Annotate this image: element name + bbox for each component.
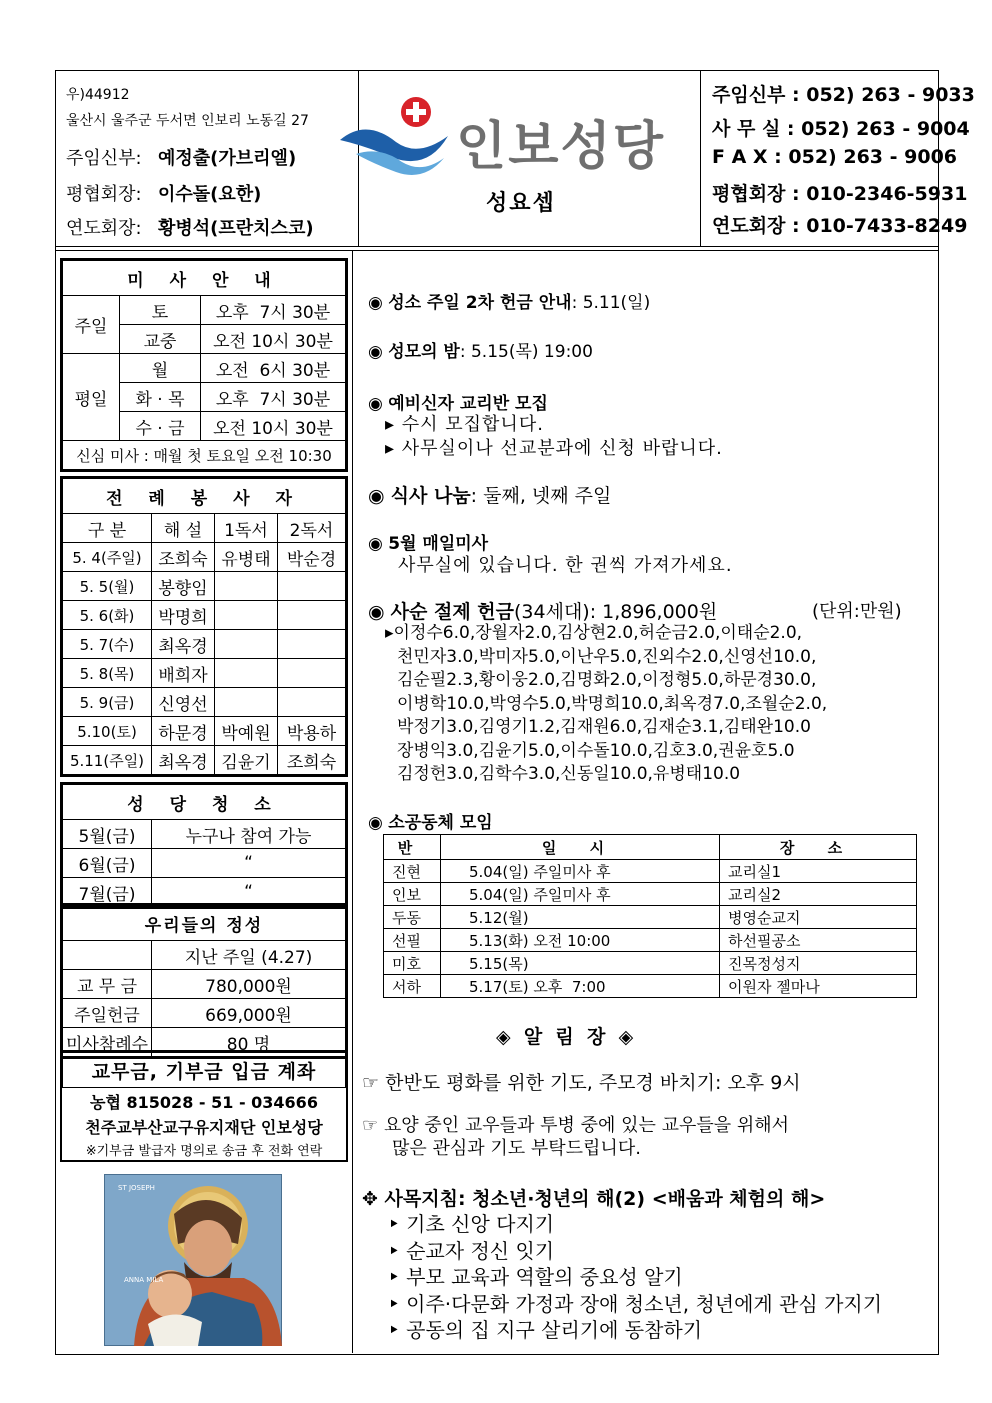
col-header: 1독서 xyxy=(215,514,278,543)
list-item: ‣ 공동의 집 지구 살리기에 동참하기 xyxy=(388,1318,703,1342)
notice-value: : 둘째, 넷째 주일 xyxy=(470,485,612,507)
liturgy-cell: 최옥경 xyxy=(152,630,215,659)
liturgy-servers xyxy=(60,476,348,777)
dove-icon: ✥ xyxy=(362,1188,378,1210)
church-name: 인보성당 xyxy=(456,117,665,177)
bank-account xyxy=(60,1050,348,1162)
catechumen-text: 사무실이나 선교분과에 신청 바랍니다. xyxy=(401,438,723,459)
announce-time: 오후 9시 xyxy=(727,1072,801,1094)
liturgy-cell xyxy=(215,659,278,688)
liturgy-date: 5. 8(목) xyxy=(63,659,152,688)
liturgy-cell: 박순경 xyxy=(278,543,346,572)
notice-small-community xyxy=(368,808,493,833)
sunday-label: 주일 xyxy=(63,296,120,354)
pastor-label: 주임신부: xyxy=(66,148,142,169)
column-divider xyxy=(352,250,353,1353)
group-col-header: 일 시 xyxy=(441,835,720,860)
contact-council: 평협회장 : 010-2346-5931 xyxy=(712,183,968,205)
liturgy-cell: 배희자 xyxy=(152,659,215,688)
mass-day: 교중 xyxy=(120,325,201,354)
group-place: 진목정성지 xyxy=(720,952,917,975)
mass-day: 수 · 금 xyxy=(120,412,201,441)
donor-line: 이병학10.0,박영수5.0,박명희10.0,최옥경7.0,조월순2.0, xyxy=(397,693,828,714)
cleaning-month: 5월(금) xyxy=(63,820,152,849)
cleaning-title: 성 당 청 소 xyxy=(63,785,346,820)
header-divider-2 xyxy=(55,250,938,251)
notice-title: 예비신자 교리반 모집 xyxy=(388,394,548,414)
liturgy-cell: 박예원 xyxy=(215,717,278,746)
list-item: ‣ 이주·다문화 가정과 장애 청소년, 청년에게 관심 가지기 xyxy=(388,1291,883,1316)
col-header: 2독서 xyxy=(278,514,346,543)
table-row xyxy=(384,860,917,883)
bullet-icon: ◉ xyxy=(368,534,383,554)
notice-marian-night xyxy=(368,337,593,362)
liturgy-cell xyxy=(278,572,346,601)
church-cleaning xyxy=(60,782,348,909)
pastoral-list xyxy=(388,1211,882,1344)
col-header: 구 분 xyxy=(63,514,152,543)
liturgy-date: 5. 9(금) xyxy=(63,688,152,717)
group-time: 5.13(화) 오전 10:00 xyxy=(441,929,720,952)
liturgy-date: 5. 6(화) xyxy=(63,601,152,630)
pastoral-item: 순교자 정신 잇기 xyxy=(406,1238,555,1263)
header-divider xyxy=(55,246,938,247)
liturgy-cell xyxy=(215,630,278,659)
group-time: 5.17(토) 오후 7:00 xyxy=(441,975,720,998)
community-meeting-table xyxy=(383,834,917,998)
header-vline-right xyxy=(700,70,701,247)
announce-text: 한반도 평화를 위한 기도, 주모경 바치기: xyxy=(385,1072,722,1094)
group-name: 서하 xyxy=(384,975,441,998)
bullet-icon: ◉ xyxy=(368,342,383,362)
notice-title: 사순 절제 헌금 xyxy=(390,601,514,623)
mass-time: 오전 10시 30분 xyxy=(201,325,346,354)
liturgy-date: 5.11(주일) xyxy=(63,746,152,775)
account-note: ※기부금 발급자 명의로 송금 후 전화 연락 xyxy=(85,1143,323,1159)
list-item: ‣ 부모 교육과 역할의 중요성 알기 xyxy=(388,1265,683,1289)
contact-pastor: 주임신부 : 052) 263 - 9033 xyxy=(712,84,975,106)
notice-title: 5월 매일미사 xyxy=(388,534,489,554)
group-name: 미호 xyxy=(384,952,441,975)
list-item: ‣ 순교자 정신 잇기 xyxy=(388,1238,555,1263)
icon-label-side: ANNA MILA xyxy=(124,1276,164,1284)
pastor-name: 예정출(가브리엘) xyxy=(158,148,297,169)
liturgy-cell: 유병태 xyxy=(215,543,278,572)
group-place: 하선필공소 xyxy=(720,929,917,952)
notice-lent-offering xyxy=(368,597,717,624)
col-header: 해 설 xyxy=(152,514,215,543)
mass-schedule xyxy=(60,258,348,472)
cleaning-note: 누구나 참여 가능 xyxy=(152,820,346,849)
cleaning-note: “ xyxy=(152,878,346,907)
group-time: 5.15(목) xyxy=(441,952,720,975)
donor-line: 김정헌3.0,김학수3.0,신동일10.0,유병태10.0 xyxy=(397,764,741,784)
group-name: 선필 xyxy=(384,929,441,952)
offering-label: 교 무 금 xyxy=(63,970,152,999)
donor-line: 천민자3.0,박미자5.0,이난우5.0,진외수2.0,신영선10.0, xyxy=(397,646,817,667)
liturgy-date: 5.10(토) xyxy=(63,717,152,746)
bullet-icon: ◉ xyxy=(368,485,385,507)
liturgy-cell: 하문경 xyxy=(152,717,215,746)
pointing-hand-icon: ☞ xyxy=(362,1115,379,1136)
announce-sick-prayer xyxy=(362,1114,789,1160)
table-row xyxy=(384,975,917,998)
mass-time: 오후 7시 30분 xyxy=(201,383,346,412)
council-name: 이수돌(요한) xyxy=(158,184,262,205)
mass-time: 오전 6시 30분 xyxy=(201,354,346,383)
donor-line: ▸이정수6.0,장월자2.0,김상현2.0,허순금2.0,이태순2.0, xyxy=(385,623,803,643)
account-holder: 천주교부산교구유지재단 인보성당 xyxy=(85,1117,323,1137)
weekday-label: 평일 xyxy=(63,354,120,441)
offering-value: 80 명 xyxy=(152,1028,346,1057)
announce-peace-prayer xyxy=(362,1068,801,1095)
list-item: ‣ 기초 신앙 다지기 xyxy=(388,1212,555,1236)
notice-title: 소공동체 모임 xyxy=(388,813,493,833)
lent-unit: (단위:만원) xyxy=(812,601,902,622)
mass-day: 화 · 목 xyxy=(120,383,201,412)
mass-day: 토 xyxy=(120,296,201,325)
pointing-hand-icon: ☞ xyxy=(362,1072,380,1094)
donor-line: 박정기3.0,김영기1.2,김재원6.0,김재순3.1,김태완10.0 xyxy=(397,717,811,737)
pastoral-guideline xyxy=(362,1184,825,1211)
liturgy-date: 5. 7(수) xyxy=(63,630,152,659)
catechumen-text: 수시 모집합니다. xyxy=(401,414,544,435)
bulletin-edition: 성요셉 xyxy=(486,191,556,216)
mass-time: 오후 7시 30분 xyxy=(201,296,346,325)
offering-label: 주일헌금 xyxy=(63,999,152,1028)
pastoral-item: 기초 신앙 다지기 xyxy=(406,1212,555,1236)
pastoral-item: 이주·다문화 가정과 장애 청소년, 청년에게 관심 가지기 xyxy=(406,1291,883,1316)
cleaning-month: 6월(금) xyxy=(63,849,152,878)
liturgy-cell: 봉향임 xyxy=(152,572,215,601)
pastoral-item: 공동의 집 지구 살리기에 동참하기 xyxy=(406,1318,703,1342)
liturgy-cell: 김윤기 xyxy=(215,746,278,775)
liturgy-cell: 신영선 xyxy=(152,688,215,717)
liturgy-cell xyxy=(215,601,278,630)
group-name: 두동 xyxy=(384,906,441,929)
bullet-icon: ◉ xyxy=(368,813,383,833)
st-joseph-icon-image xyxy=(104,1174,282,1346)
offering-label: 미사참례수 xyxy=(63,1028,152,1057)
bullet-icon: ◉ xyxy=(368,601,385,623)
group-col-header: 장 소 xyxy=(720,835,917,860)
liturgy-cell xyxy=(215,572,278,601)
liturgy-cell xyxy=(278,601,346,630)
liturgy-date: 5. 4(주일) xyxy=(63,543,152,572)
liturgy-cell: 박용하 xyxy=(278,717,346,746)
mass-title: 미 사 안 내 xyxy=(63,261,346,296)
liturgy-date: 5. 5(월) xyxy=(63,572,152,601)
group-time: 5.12(월) xyxy=(441,906,720,929)
postal-code: 우)44912 xyxy=(66,87,130,103)
prayer-name: 황병석(프란치스코) xyxy=(158,218,314,239)
notice-title: 식사 나눔 xyxy=(390,485,471,507)
group-place: 교리실2 xyxy=(720,883,917,906)
offering-summary xyxy=(60,903,348,1059)
catechumen-item: ▸ 수시 모집합니다. xyxy=(385,414,544,435)
group-time: 5.04(일) 주일미사 후 xyxy=(441,860,720,883)
offering-week: 지난 주일 (4.27) xyxy=(152,941,346,970)
group-col-header: 반 xyxy=(384,835,441,860)
notice-value: : 5.11(일) xyxy=(571,293,651,313)
liturgy-cell xyxy=(278,659,346,688)
offering-value: 780,000원 xyxy=(152,970,346,999)
announce-text: 많은 관심과 기도 부탁드립니다. xyxy=(392,1138,641,1159)
account-number: 농협 815028 - 51 - 034666 xyxy=(63,1088,346,1115)
lent-donor-list xyxy=(385,622,827,787)
special-mass: 신심 미사 : 매월 첫 토요일 오전 10:30 xyxy=(63,441,346,470)
contact-prayer: 연도회장 : 010-7433-8249 xyxy=(712,215,968,237)
liturgy-cell xyxy=(278,630,346,659)
address: 울산시 울주군 두서면 인보리 노동길 27 xyxy=(66,113,309,129)
table-row xyxy=(384,883,917,906)
cleaning-note: “ xyxy=(152,849,346,878)
notice-title: 성모의 밤 xyxy=(388,342,460,362)
liturgy-cell: 조희숙 xyxy=(278,746,346,775)
missal-text: 사무실에 있습니다. 한 권씩 가져가세요. xyxy=(398,555,733,576)
mass-day: 월 xyxy=(120,354,201,383)
group-place: 병영순교지 xyxy=(720,906,917,929)
mass-time: 오전 10시 30분 xyxy=(201,412,346,441)
church-logo-icon xyxy=(336,96,456,180)
group-name: 인보 xyxy=(384,883,441,906)
contact-fax: F A X : 052) 263 - 9006 xyxy=(712,146,958,168)
pastoral-item: 부모 교육과 역할의 중요성 알기 xyxy=(406,1265,683,1289)
notice-meal xyxy=(368,481,611,508)
cleaning-month: 7월(금) xyxy=(63,878,152,907)
catechumen-item: ▸ 사무실이나 선교분과에 신청 바랍니다. xyxy=(385,438,723,459)
contact-office: 사 무 실 : 052) 263 - 9004 xyxy=(712,118,970,140)
bullet-icon: ◉ xyxy=(368,293,383,313)
pastoral-title: 사목지침: 청소년·청년의 해(2) <배움과 체험의 해> xyxy=(384,1188,826,1210)
liturgy-cell: 최옥경 xyxy=(152,746,215,775)
offering-value: 669,000원 xyxy=(152,999,346,1028)
group-time: 5.04(일) 주일미사 후 xyxy=(441,883,720,906)
liturgy-cell: 조희숙 xyxy=(152,543,215,572)
icon-label-top: ST JOSEPH xyxy=(118,1184,155,1192)
council-label: 평협회장: xyxy=(66,184,142,205)
announce-title: ◈ 알 림 장 ◈ xyxy=(496,1026,634,1048)
donor-line: 김순필2.3,황이웅2.0,김명화2.0,이정형5.0,하문경30.0, xyxy=(397,670,817,690)
donor-line: 장병익3.0,김윤기5.0,이수돌10.0,김호3.0,권윤호5.0 xyxy=(397,740,795,761)
notice-value: (34세대): 1,896,000원 xyxy=(514,601,718,623)
group-name: 진현 xyxy=(384,860,441,883)
table-row xyxy=(384,906,917,929)
liturgy-cell xyxy=(215,688,278,717)
table-row xyxy=(384,929,917,952)
notice-value: : 5.15(목) 19:00 xyxy=(459,342,593,362)
account-title: 교무금, 기부금 입금 계좌 xyxy=(63,1053,346,1088)
prayer-label: 연도회장: xyxy=(66,218,142,239)
group-place: 이원자 젤마나 xyxy=(720,975,917,998)
liturgy-title: 전 례 봉 사 자 xyxy=(63,479,346,514)
announce-text: 요양 중인 교우들과 투병 중에 있는 교우들을 위해서 xyxy=(383,1115,790,1136)
group-place: 교리실1 xyxy=(720,860,917,883)
notice-title: 성소 주일 2차 헌금 안내 xyxy=(388,293,572,313)
table-row xyxy=(384,952,917,975)
liturgy-cell xyxy=(278,688,346,717)
liturgy-cell: 박명희 xyxy=(152,601,215,630)
offering-title: 우리들의 정성 xyxy=(63,906,346,941)
bullet-icon: ◉ xyxy=(368,394,383,414)
notice-vocation xyxy=(368,288,650,313)
